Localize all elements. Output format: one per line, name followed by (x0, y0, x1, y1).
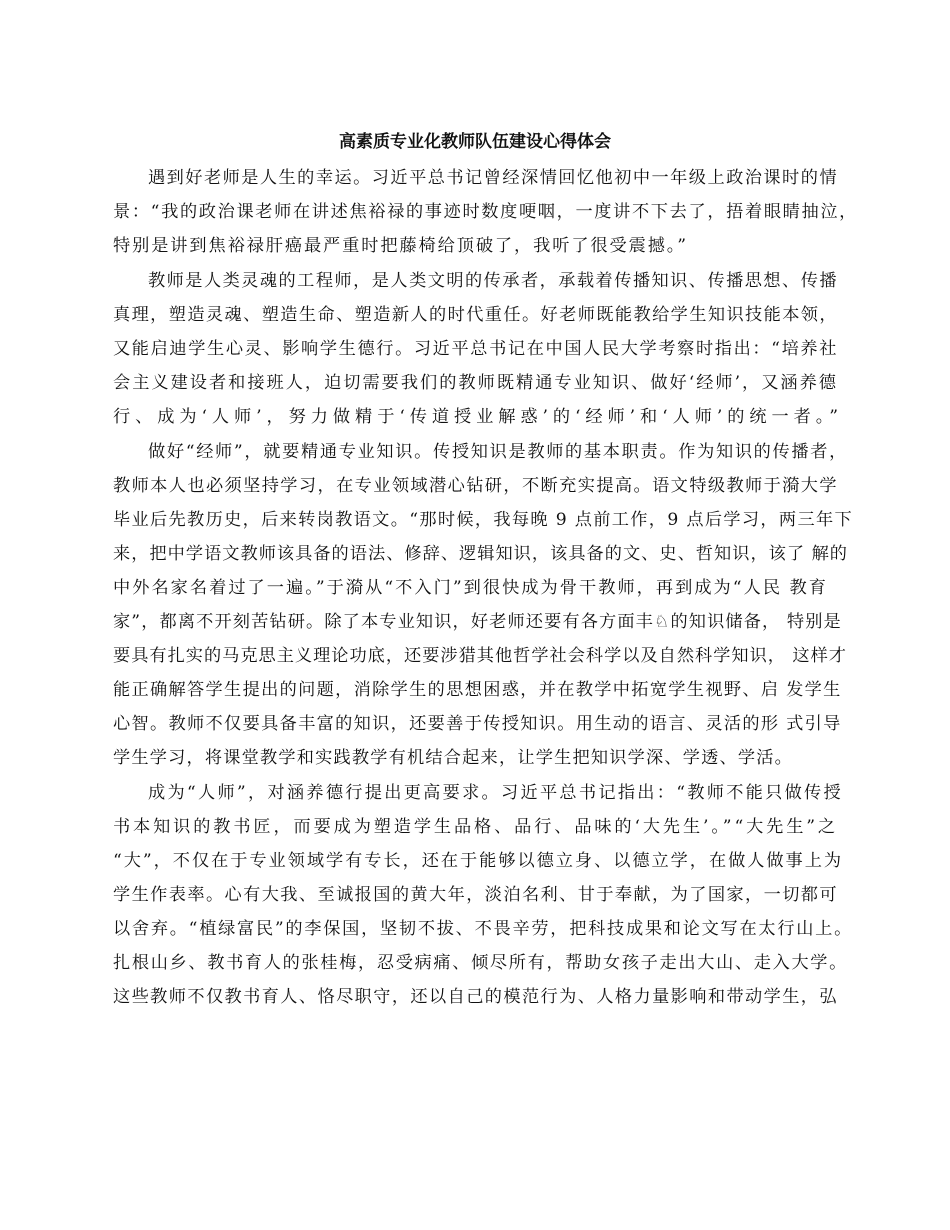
paragraph-4-line: 以舍弃。“植绿富民”的李保国，坚韧不拔、不畏辛劳，把科技成果和论文写在太行山上。 (113, 919, 853, 939)
paragraph-3-line: 家”，都离不开刻苦钻研。除了本专业知识，好老师还要有各方面丰♘的知识储备， 特别是 (113, 612, 842, 632)
paragraph-2-line: 真理，塑造灵魂、塑造生命、塑造新人的时代重任。好老师既能教给学生知识技能本领， (113, 305, 838, 325)
paragraph-1-line: 特别是讲到焦裕禄肝癌最严重时把藤椅给顶破了，我听了很受震撼。” (113, 236, 688, 256)
document-title: 高素质专业化教师队伍建设心得体会 (339, 132, 611, 152)
paragraph-4-line: 学生作表率。心有大我、至诚报国的黄大年，淡泊名利、甘于奉献，为了国家，一切都可 (113, 885, 838, 905)
paragraph-2-line: 又能启迪学生心灵、影响学生德行。习近平总书记在中国人民大学考察时指出：“培养社 (113, 339, 838, 359)
paragraph-3-line: 中外名家名着过了一遍。”于漪从“不入门”到很快成为骨干教师，再到成为“人民 教育 (113, 578, 828, 598)
paragraph-3-line: 毕业后先教历史，后来转岗教语文。“那时候，我每晚 9 点前工作，9 点后学习，两三年下 (113, 510, 853, 530)
paragraph-3-line: 做好“经师”，就要精通专业知识。传授知识是教师的基本职责。作为知识的传播者， (148, 442, 848, 462)
paragraph-4-line: 扎根山乡、教书育人的张桂梅，忍受病痛、倾尽所有，帮助女孩子走出大山、走入大学。 (113, 953, 848, 973)
paragraph-4-line: 成为“人师”，对涵养德行提出更高要求。习近平总书记指出：“教师不能只做传授 (148, 783, 843, 803)
paragraph-3-line: 教师本人也必须坚持学习，在专业领域潜心钻研，不断充实提高。语文特级教师于漪大学 (113, 476, 838, 496)
paragraph-1-line: 景：“我的政治课老师在讲述焦裕禄的事迹时数度哽咽，一度讲不下去了，捂着眼睛抽泣， (113, 202, 858, 222)
paragraph-3-line: 能正确解答学生提出的问题，消除学生的思想困惑，并在教学中拓宽学生视野、启 发学生 (113, 680, 842, 700)
paragraph-2-line: 会主义建设者和接班人，迫切需要我们的教师既精通专业知识、做好‘经师’，又涵养德 (113, 373, 838, 393)
paragraph-4-line: 这些教师不仅教书育人、恪尽职守，还以自己的模范行为、人格力量影响和带动学生，弘 (113, 987, 838, 1007)
paragraph-3-line: 学生学习，将课堂教学和实践教学有机结合起来，让学生把知识学深、学透、学活。 (113, 748, 793, 768)
paragraph-3-line: 要具有扎实的马克思主义理论功底，还要涉猎其他哲学社会科学以及自然科学知识， 这样才 (113, 646, 847, 666)
paragraph-4-line: “大”，不仅在于专业领域学有专长，还在于能够以德立身、以德立学，在做人做事上为 (113, 851, 843, 871)
paragraph-2-line: 教师是人类灵魂的工程师，是人类文明的传承者，承载着传播知识、传播思想、传播 (148, 271, 838, 291)
paragraph-3-line: 来，把中学语文教师该具备的语法、修辞、逻辑知识，该具备的文、史、哲知识，该了 解的 (113, 544, 848, 564)
paragraph-4-line: 书本知识的教书匠，而要成为塑造学生品格、品行、品味的‘大先生’。”“大先生”之 (113, 817, 838, 837)
paragraph-3-line: 心智。教师不仅要具备丰富的知识，还要善于传授知识。用生动的语言、灵活的形 式引导 (113, 714, 842, 734)
paragraph-2-line: 行、成为‘人师’，努力做精于‘传道授业解惑’的‘经师’和‘人师’的统一者。” (113, 407, 843, 427)
paragraph-1-line: 遇到好老师是人生的幸运。习近平总书记曾经深情回忆他初中一年级上政治课时的情 (148, 168, 838, 188)
